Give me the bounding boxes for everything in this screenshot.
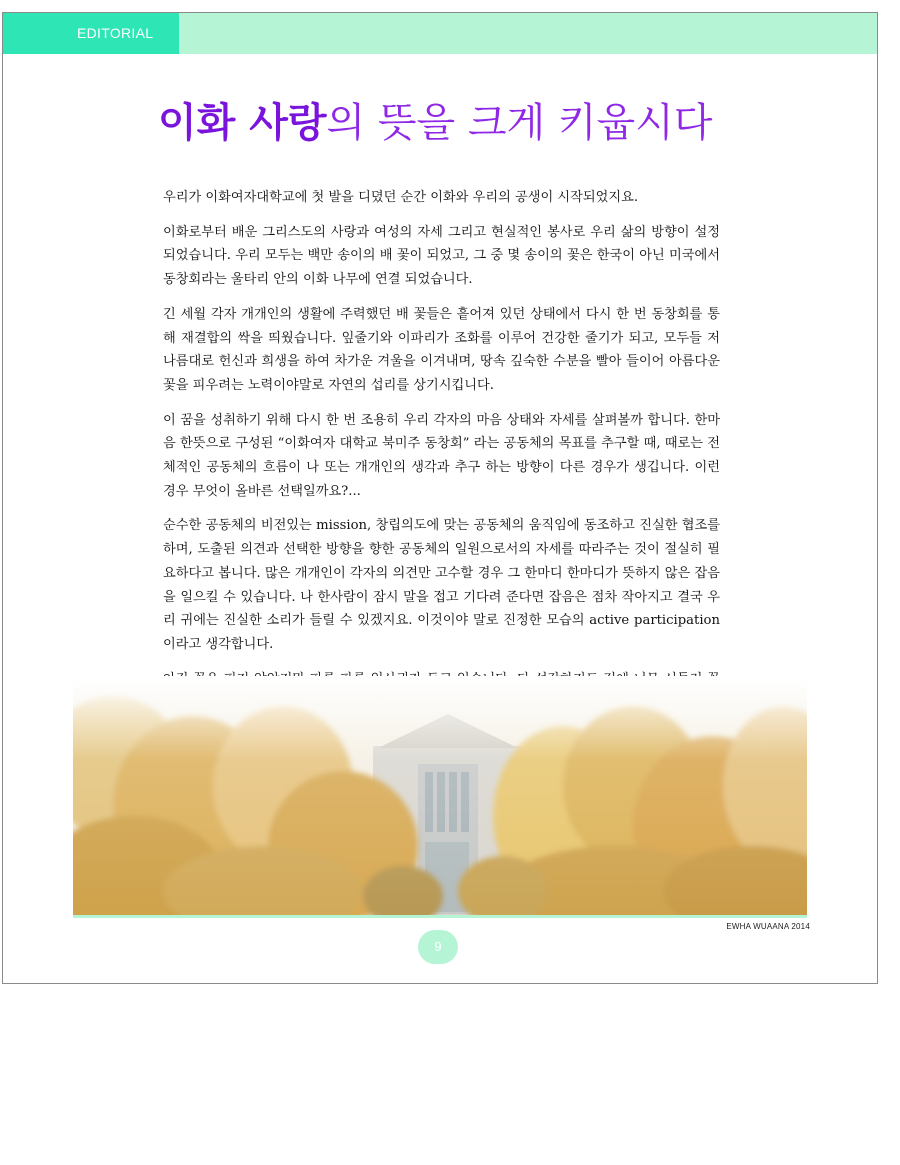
paragraph: 순수한 공동체의 비전있는 mission, 창립의도에 맞는 공동체의 움직임에 동조하고 진실한 협조를 하며, 도출된 의견과 선택한 방향을 향한 공동체의 일원으로서의 자세를 따라주는 것이 절실히 필요하다고 봅니다. 많은 개개인이 각자의 의견만 고수할 경우 그 한마디 한마디가 뜻하지 않은 잡음을 일으킬 수 있습니다. 나 한사람이 잠시 말을 접고 기다려 준다면 잡음은 점차 작아지고 결국 우리 귀에는 진실한 소리가 들릴 수 있겠지요. 이것이야 말로 진정한 모습의 active participation 이라고 생각합니다.	[163, 518, 720, 652]
paragraph: 우리가 이화여자대학교에 첫 발을 디뎠던 순간 이화와 우리의 공생이 시작되었지요.	[163, 190, 639, 205]
section-label: EDITORIAL	[3, 13, 179, 54]
page-title	[158, 93, 798, 153]
paragraph: 이화로부터 배운 그리스도의 사랑과 여성의 자세 그리고 현실적인 봉사로 우리 삶의 방향이 설정되었습니다. 우리 모두는 백만 송이의 배 꽃이 되었고, 그 중 몇 송이의 꽃은 한국이 아닌 미국에서 동창회라는 울타리 안의 이화 나무에 연결 되었습니다.	[163, 224, 720, 288]
publication-credit: EWHA WUAANA 2014	[726, 922, 810, 931]
magazine-page	[2, 12, 878, 984]
campus-autumn-photo	[73, 676, 807, 915]
paragraph: 이 꿈을 성취하기 위해 다시 한 번 조용히 우리 각자의 마음 상태와 자세를 살펴볼까 합니다. 한마음 한뜻으로 구성된 “이화여자 대학교 북미주 동창회” 라는 공동체의 목표를 추구할 때, 때로는 전체적인 공동체의 흐름이 나 또는 개개인의 생각과 추구 하는 방향이 다른 경우가 생깁니다. 이런 경우 무엇이 올바른 선택일까요?...	[163, 412, 720, 499]
title-rest: 의 뜻을 크게 키웁시다	[326, 100, 713, 146]
title-highlight: 이화 사랑	[158, 100, 327, 146]
paragraph: 긴 세월 각자 개개인의 생활에 주력했던 배 꽃들은 흩어져 있던 상태에서 다시 한 번 동창회를 통해 재결합의 싹을 띄웠습니다. 잎줄기와 이파리가 조화를 이루어 건강한 줄기가 되고, 모두들 저 나름대로 헌신과 희생을 하여 차가운 겨울을 이겨내며, 땅속 깊숙한 수분을 빨아 들이어 아름다운 꽃을 피우려는 노력이야말로 자연의 섭리를 상기시킵니다.	[163, 306, 720, 393]
article-body	[163, 186, 720, 750]
photo-divider	[73, 915, 807, 918]
page-number-badge: 9	[418, 930, 458, 964]
